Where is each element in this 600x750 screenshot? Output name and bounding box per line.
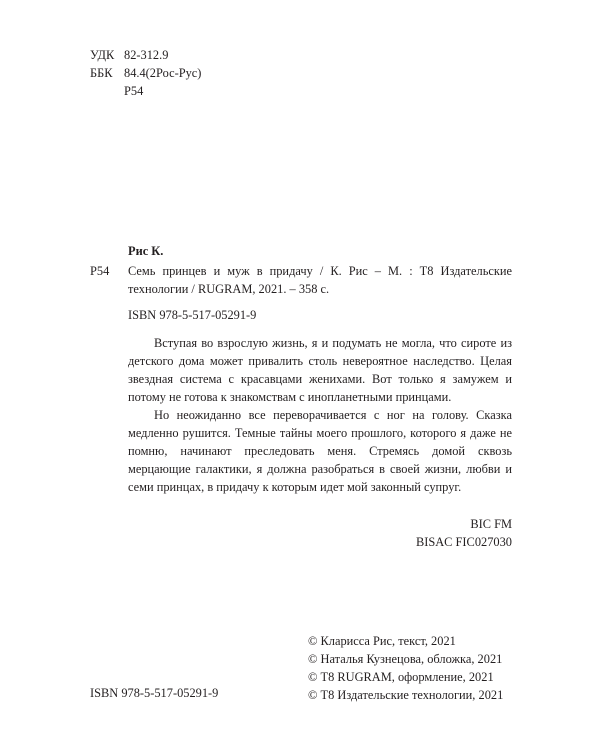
author-name: Рис К. (128, 244, 164, 258)
bbk-label: ББК (90, 66, 113, 80)
bibliographic-description: Семь принцев и муж в придачу / К. Рис – М. : Т8 Издательские технологии / RUGRAM, 2021. – 358 с. (128, 264, 512, 296)
udk-label: УДК (90, 48, 115, 62)
bic-code: BIC FM (470, 517, 512, 531)
author-code-row (90, 82, 201, 100)
author-mark: Р54 (90, 264, 110, 278)
annotation (128, 334, 512, 496)
author-code: Р54 (124, 84, 144, 98)
annotation-paragraph: Вступая во взрослую жизнь, я и подумать не могла, что сироте из детского дома может привалить столь невероятное наследство. Целая звездная система с красавцами женихами. Вот только я замужем и потому не готова к знакомствам с инопланетными принцами. (128, 336, 512, 404)
copyright-line: © Т8 RUGRAM, оформление, 2021 (308, 670, 494, 684)
classification-block (90, 46, 201, 100)
copyright-line: © Т8 Издательские технологии, 2021 (308, 688, 504, 702)
udk-value: 82-312.9 (124, 48, 169, 62)
annotation-paragraph: Но неожиданно все переворачивается с ног на голову. Сказка медленно рушится. Темные тайны моего прошлого, которого я даже не помню, начинают преследовать меня. Стремясь домой сквозь мерцающие галактики, я должна разобраться в своей жизни, любви и семи принцах, в придачу к которым идет мой законный супруг. (128, 408, 512, 494)
record-isbn: ISBN 978-5-517-05291-9 (128, 308, 257, 322)
copyright-block (308, 632, 503, 704)
copyright-line: © Кларисса Рис, текст, 2021 (308, 634, 456, 648)
copyright-line: © Наталья Кузнецова, обложка, 2021 (308, 652, 503, 666)
bisac-code: BISAC FIC027030 (415, 535, 512, 549)
footer-isbn: ISBN 978-5-517-05291-9 (90, 686, 219, 700)
bbk-row (90, 64, 201, 82)
udk-row (90, 46, 201, 64)
bbk-value: 84.4(2Рос-Рус) (124, 66, 202, 80)
